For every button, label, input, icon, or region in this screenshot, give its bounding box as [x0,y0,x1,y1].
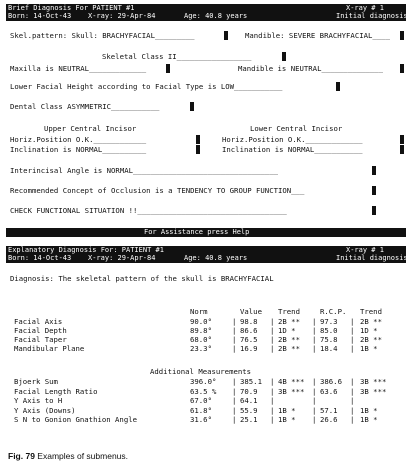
col-trend: Trend [278,307,300,316]
cell-name: Mandibular Plane [14,344,85,353]
cell-trend: 4B *** [278,377,305,386]
cell-value: 25.1 [240,415,258,424]
column-separator: | [270,386,275,396]
column-separator: | [312,326,317,335]
cell-value: 76.5 [240,335,258,344]
mandible-marker [400,64,404,73]
screen2-header [6,246,406,263]
mandible-pattern-marker [400,31,404,40]
cell-value: 98.8 [240,317,258,326]
column-separator: | [270,377,275,386]
cell-rcp: 75.8 [320,335,338,344]
interincisal-field[interactable]: Interincisal Angle is NORMAL_________________________________ [10,166,278,175]
cell-name: Bjoerk Sum [14,377,58,386]
cell-value: 385.1 [240,377,262,386]
skeletal-class-field[interactable]: Skeletal Class II_________________ [102,52,252,61]
cell-norm: 61.8° [190,405,212,415]
screen1-age: Age: 40.8 years [184,12,248,20]
column-separator: | [232,317,237,326]
cell-norm: 63.5 % [190,386,217,396]
upper-incl-field[interactable]: Inclination is NORMAL__________ [10,145,147,154]
screen2-title: Explanatory Diagnosis For: PATIENT #1 [8,246,164,254]
column-separator: | [270,405,275,415]
cell-trend: 1D * [278,326,296,335]
column-separator: | [312,405,317,415]
maxilla-field[interactable]: Maxilla is NEUTRAL_____________ [10,64,147,73]
column-separator: | [312,344,317,353]
column-separator: | [312,386,317,396]
lower-incisor-title: Lower Central Incisor [250,124,343,133]
cell-rcp: 63.6 [320,386,338,396]
cell-trend: 2B ** [278,335,300,344]
cell-trend: 3B *** [278,386,305,396]
screen2-xray-number: X-ray # 1 [346,246,384,254]
cell-name: Facial Depth [14,326,67,335]
cell-norm: 68.0° [190,335,212,344]
caption-text: Examples of submenus. [34,451,129,461]
column-separator: | [350,326,355,335]
cell-trend: 2B ** [278,317,300,326]
skel-pattern-field[interactable]: Skel.pattern: Skull: BRACHYFACIAL_________ [10,31,195,40]
cell-value: 86.6 [240,326,258,335]
column-separator: | [232,344,237,353]
column-separator: | [270,396,275,405]
cell-name: Facial Length Ratio [14,386,98,396]
lower-incl-marker [400,145,404,154]
column-separator: | [270,344,275,353]
cell-rcp: 386.6 [320,377,342,386]
cell-name: Y Axis (Downs) [14,405,76,415]
column-separator: | [350,317,355,326]
dental-class-field[interactable]: Dental Class ASYMMETRIC___________ [10,102,160,111]
cell-name: Facial Axis [14,317,63,326]
cell-trend: 2B ** [278,344,300,353]
cell-rcp: 26.6 [320,415,338,424]
cell-norm: 67.0° [190,396,212,405]
cell-name: Facial Taper [14,335,67,344]
cell-trend2: 2B ** [360,317,382,326]
cell-norm: 396.0° [190,377,217,386]
cell-name: Y Axis to H [14,396,63,405]
screen1-xray-number: X-ray # 1 [346,4,384,12]
upper-horiz-field[interactable]: Horiz.Position O.K.____________ [10,135,147,144]
cell-trend2: 1D * [360,326,378,335]
column-separator: | [270,415,275,424]
cell-trend2: 3B *** [360,377,387,386]
maxilla-marker [166,64,170,73]
additional-title: Additional Measurements [150,367,252,376]
cell-norm: 31.6° [190,415,212,424]
cell-rcp: 97.3 [320,317,338,326]
cell-trend2: 1B * [360,344,378,353]
column-separator: | [270,317,275,326]
column-separator: | [350,415,355,424]
cell-trend: 1B * [278,415,296,424]
cell-rcp: 57.1 [320,405,338,415]
column-separator: | [232,396,237,405]
lower-horiz-field[interactable]: Horiz.Position O.K._____________ [222,135,363,144]
col-value: Value [240,307,262,316]
column-separator: | [232,326,237,335]
column-separator: | [232,405,237,415]
cell-norm: 90.0° [190,317,212,326]
screen2-xray-date: X-ray: 29-Apr-84 [88,254,156,262]
lower-facial-height-field[interactable]: Lower Facial Height according to Facial Type is LOW___________ [10,82,283,91]
screen1-title: Brief Diagnosis For PATIENT #1 [8,4,135,12]
col-norm: Norm [190,307,208,316]
cell-value: 55.9 [240,405,258,415]
column-separator: | [232,335,237,344]
column-separator: | [312,335,317,344]
assistance-bar[interactable] [6,228,406,237]
mandible-pattern-field[interactable]: Mandible: SEVERE BRACHYFACIAL____ [245,31,390,40]
column-separator: | [232,377,237,386]
column-separator: | [350,405,355,415]
screen1-xray-date: X-ray: 29-Apr-84 [88,12,156,20]
cell-name: S N to Gonion Gnathion Angle [14,415,138,424]
screen1-born: Born: 14-Oct-43 [8,12,72,20]
column-separator: | [312,317,317,326]
cell-trend2: 3B *** [360,386,387,396]
column-separator: | [312,415,317,424]
cell-value: 64.1 [240,396,258,405]
upper-horiz-marker [196,135,200,144]
cell-trend2: 2B ** [360,335,382,344]
screen2-mode: Initial diagnosis [336,254,408,262]
dental-class-marker [190,102,194,111]
screen1-header [6,4,406,21]
functional-field[interactable]: CHECK FUNCTIONAL SITUATION !!__________________________________ [10,206,287,215]
column-separator: | [350,335,355,344]
cell-rcp: 18.4 [320,344,338,353]
skeletal-class-marker [282,52,286,61]
assistance-bar-label: For Assistance press Help [144,228,250,236]
column-separator: | [350,386,355,396]
column-separator: | [270,335,275,344]
col-rcp: R.C.P. [320,307,347,316]
upper-incisor-title: Upper Central Incisor [44,124,137,133]
cell-value: 16.9 [240,344,258,353]
interincisal-marker [372,166,376,175]
column-separator: | [312,396,317,405]
mandible-field[interactable]: Mandible is NEUTRAL______________ [238,64,383,73]
occlusion-marker [372,186,376,195]
lower-incl-field[interactable]: Inclination is NORMAL___________ [222,145,363,154]
skel-pattern-marker [224,31,228,40]
lower-horiz-marker [400,135,404,144]
cell-value: 70.9 [240,386,258,396]
column-separator: | [312,377,317,386]
upper-incl-marker [196,145,200,154]
column-separator: | [270,326,275,335]
column-separator: | [232,415,237,424]
column-separator: | [350,344,355,353]
column-separator: | [350,377,355,386]
occlusion-field[interactable]: Recommended Concept of Occlusion is a TENDENCY TO GROUP FUNCTION___ [10,186,305,195]
cell-trend2: 1B * [360,405,378,415]
col-trend2: Trend [360,307,382,316]
column-separator: | [350,396,355,405]
screen2-born: Born: 14-Oct-43 [8,254,72,262]
cell-trend2: 1B * [360,415,378,424]
screen2-age: Age: 40.8 years [184,254,248,262]
cell-rcp: 85.0 [320,326,338,335]
screen1-mode: Initial diagnosis [336,12,408,20]
cell-norm: 89.8° [190,326,212,335]
caption-label: Fig. 79 [8,451,35,461]
cell-trend: 1B * [278,405,296,415]
diagnosis-text: Diagnosis: The skeletal pattern of the skull is BRACHYFACIAL [10,274,274,283]
lower-facial-height-marker [336,82,340,91]
figure-caption [8,451,128,461]
cell-norm: 23.3° [190,344,212,353]
column-separator: | [232,386,237,396]
functional-marker [372,206,376,215]
